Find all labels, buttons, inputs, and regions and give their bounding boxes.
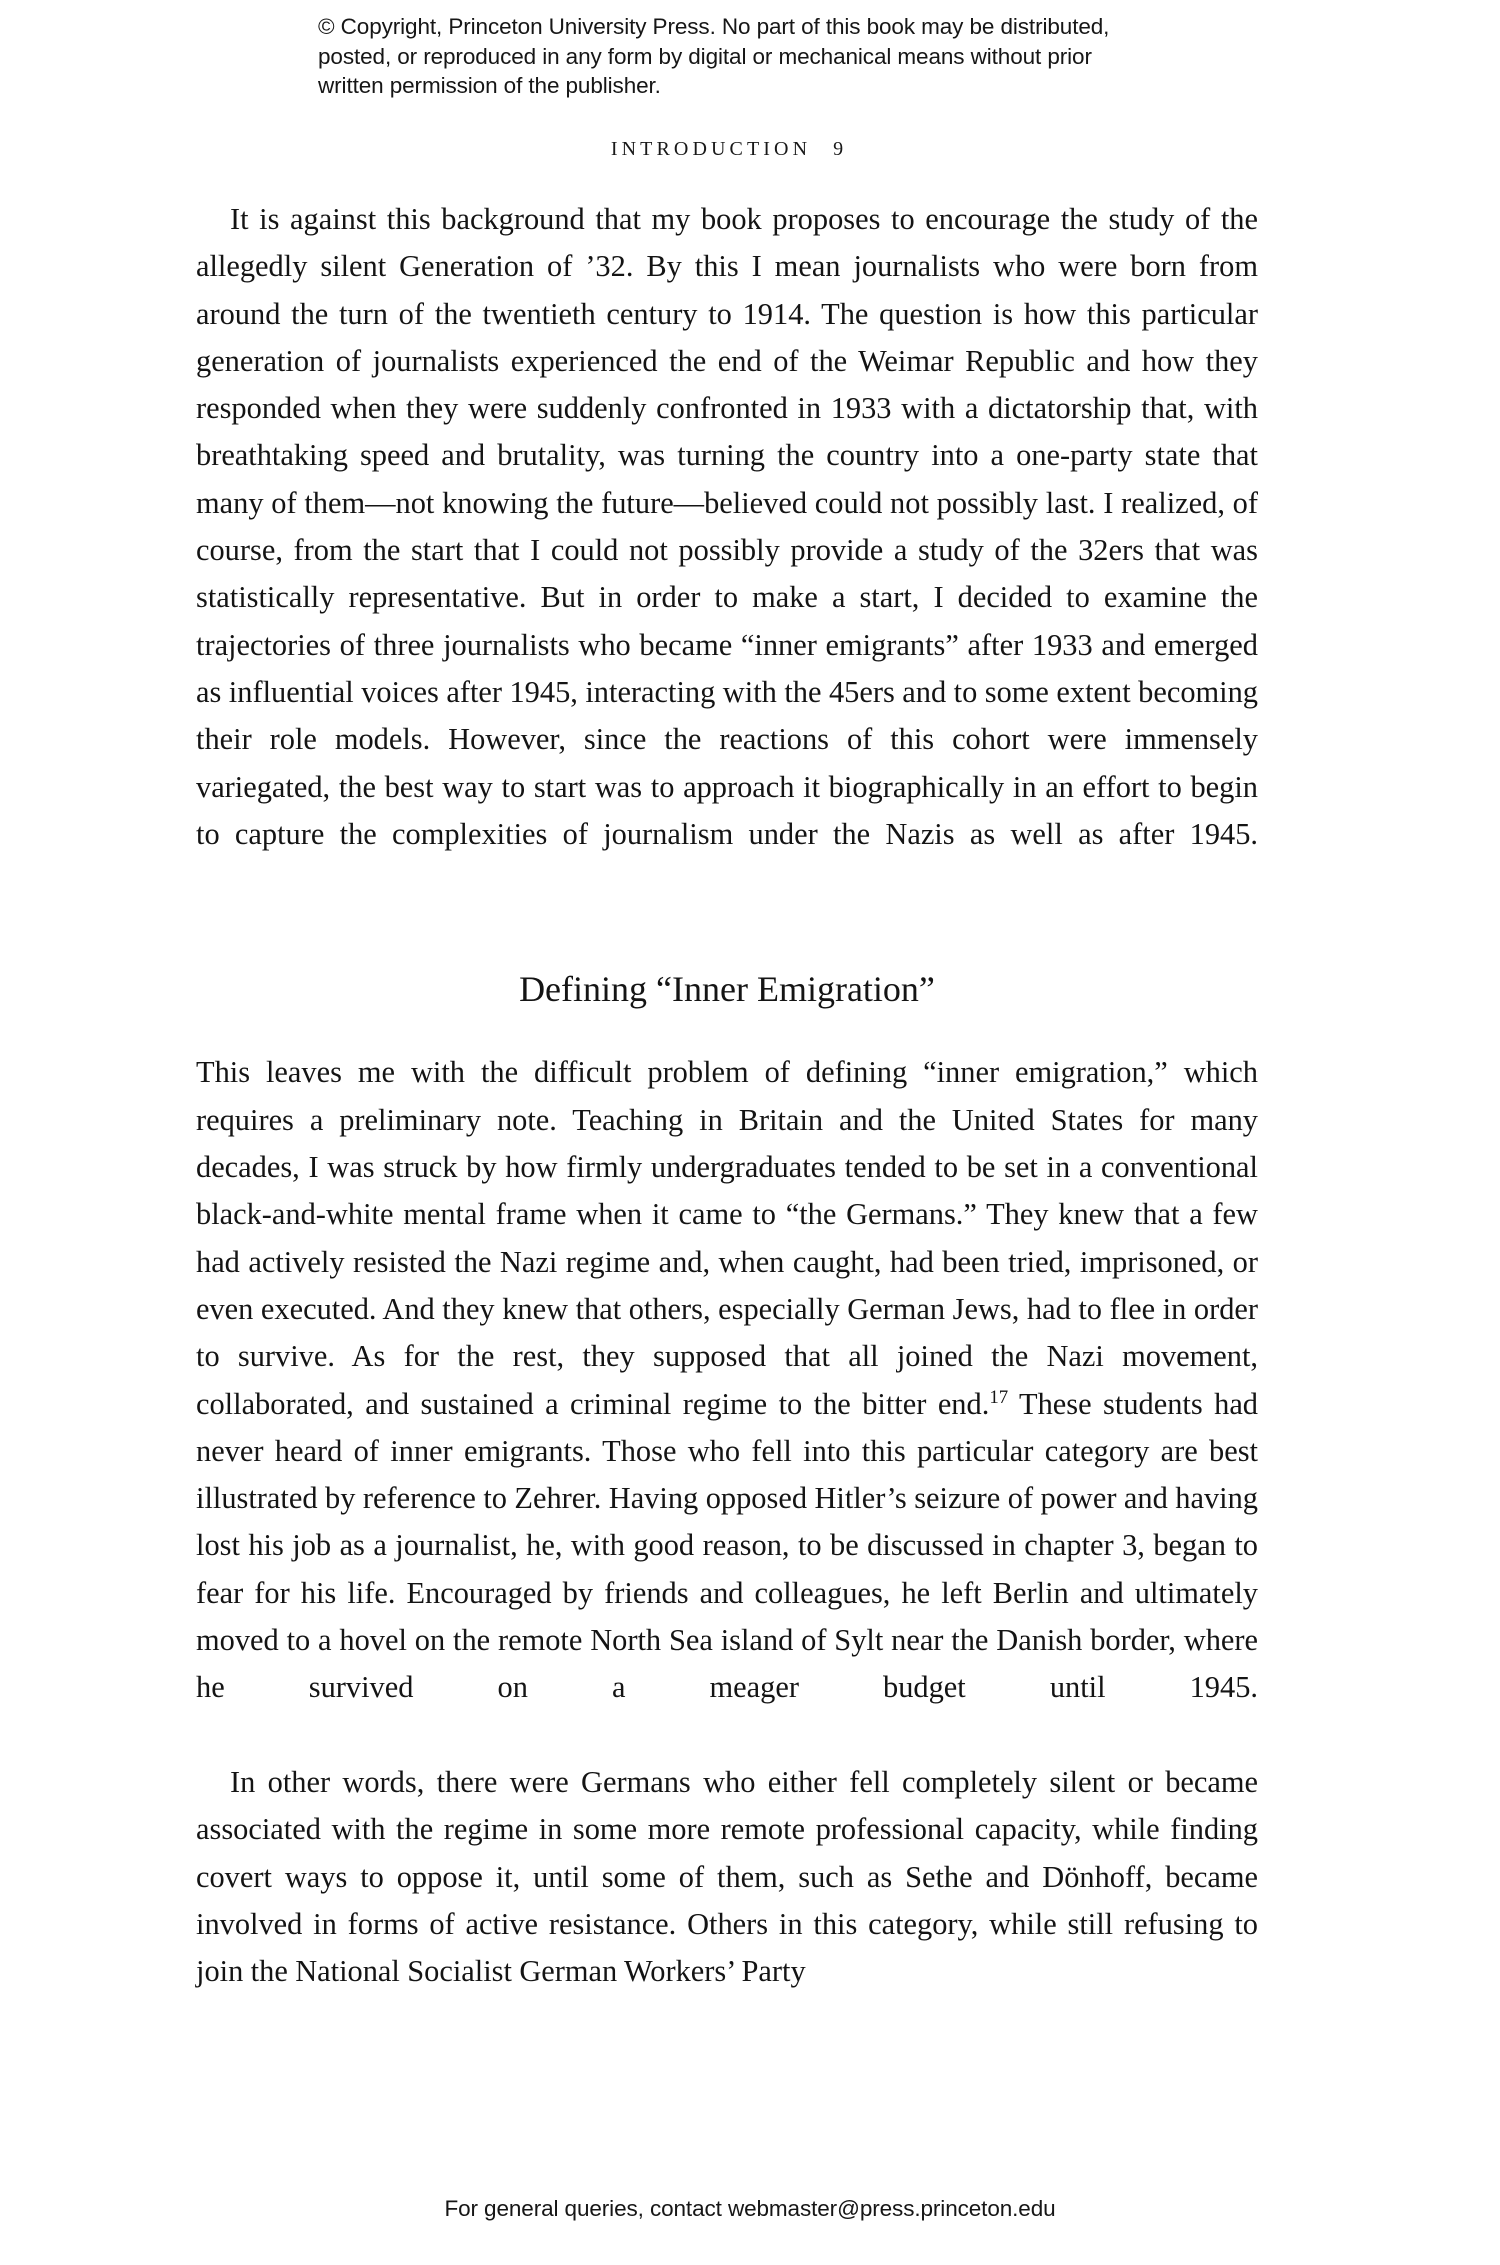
running-head-label: INTRODUCTION [610, 138, 812, 160]
page-number: 9 [833, 138, 844, 160]
paragraph-2-text-before-footnote: This leaves me with the difficult problem of defining “inner emigration,” which requires a preliminary note. Teaching in Britain and the United States for many decades, I was struck by how firmly undergraduates tended to be set in a conventional black-and-white mental frame when it came to “the Germans.” They knew that a few had actively resisted the Nazi regime and, when caught, had been tried, imprisoned, or even executed. And they knew that others, especially German Jews, had to flee in order to survive. As for the rest, they supposed that all joined the Nazi movement, collaborated, and sustained a criminal regime to the bitter end. [196, 1055, 1258, 1421]
footnote-reference-17[interactable]: 17 [989, 1386, 1009, 1408]
text-block [196, 196, 1258, 1995]
copyright-notice: © Copyright, Princeton University Press. No part of this book may be distributed, posted, or reproduced in any form by digital or mechanical means without prior written permission of the publisher. [318, 14, 1110, 99]
running-head [196, 138, 1258, 161]
section-heading: Defining “Inner Emigration” [519, 969, 935, 1010]
page-footer: For general queries, contact webmaster@press.princeton.edu [444, 2196, 1056, 2221]
paragraph-2-text-after-footnote: These students had never heard of inner emigrants. Those who fell into this particular category are best illustrated by reference to Zehrer. Having opposed Hitler’s seizure of power and having lost his job as a journalist, he, with good reason, to be discussed in chapter 3, began to fear for his life. Encouraged by friends and colleagues, he left Berlin and ultimately moved to a hovel on the remote North Sea island of Sylt near the Danish border, where he survived on a meager budget until 1945. [196, 1386, 1258, 1705]
paragraph-3: In other words, there were Germans who either fell completely silent or became associated with the regime in some more remote professional capacity, while finding covert ways to oppose it, until some of them, such as Sethe and Dönhoff, became involved in forms of active resistance. Others in this category, while still refusing to join the National Socialist German Workers’ Party [196, 1764, 1258, 1989]
heading-spacer-above [196, 905, 1258, 967]
paragraph-1: It is against this background that my book proposes to encourage the study of the allegedly silent Generation of ’32. By this I mean journalists who were born from around the turn of the twentieth century to 1914. The question is how this particular generation of journalists experienced the end of the Weimar Republic and how they responded when they were suddenly confronted in 1933 with a dictatorship that, with breathtaking speed and brutality, was turning the country into a one-party state that many of them—not knowing the future—believed could not possibly last. I realized, of course, from the start that I could not possibly provide a study of the 32ers that was statistically representative. But in order to make a start, I decided to examine the trajectories of three journalists who became “inner emigrants” after 1933 and emerged as influential voices after 1945, interacting with the 45ers and to some extent becoming their role models. However, since the reactions of this cohort were immensely variegated, the best way to start was to approach it biographically in an effort to begin to capture the complexities of journalism under the Nazis as well as after 1945. [196, 202, 1258, 851]
paragraph-2 [196, 1049, 1258, 1758]
heading-spacer-below [196, 1011, 1258, 1049]
